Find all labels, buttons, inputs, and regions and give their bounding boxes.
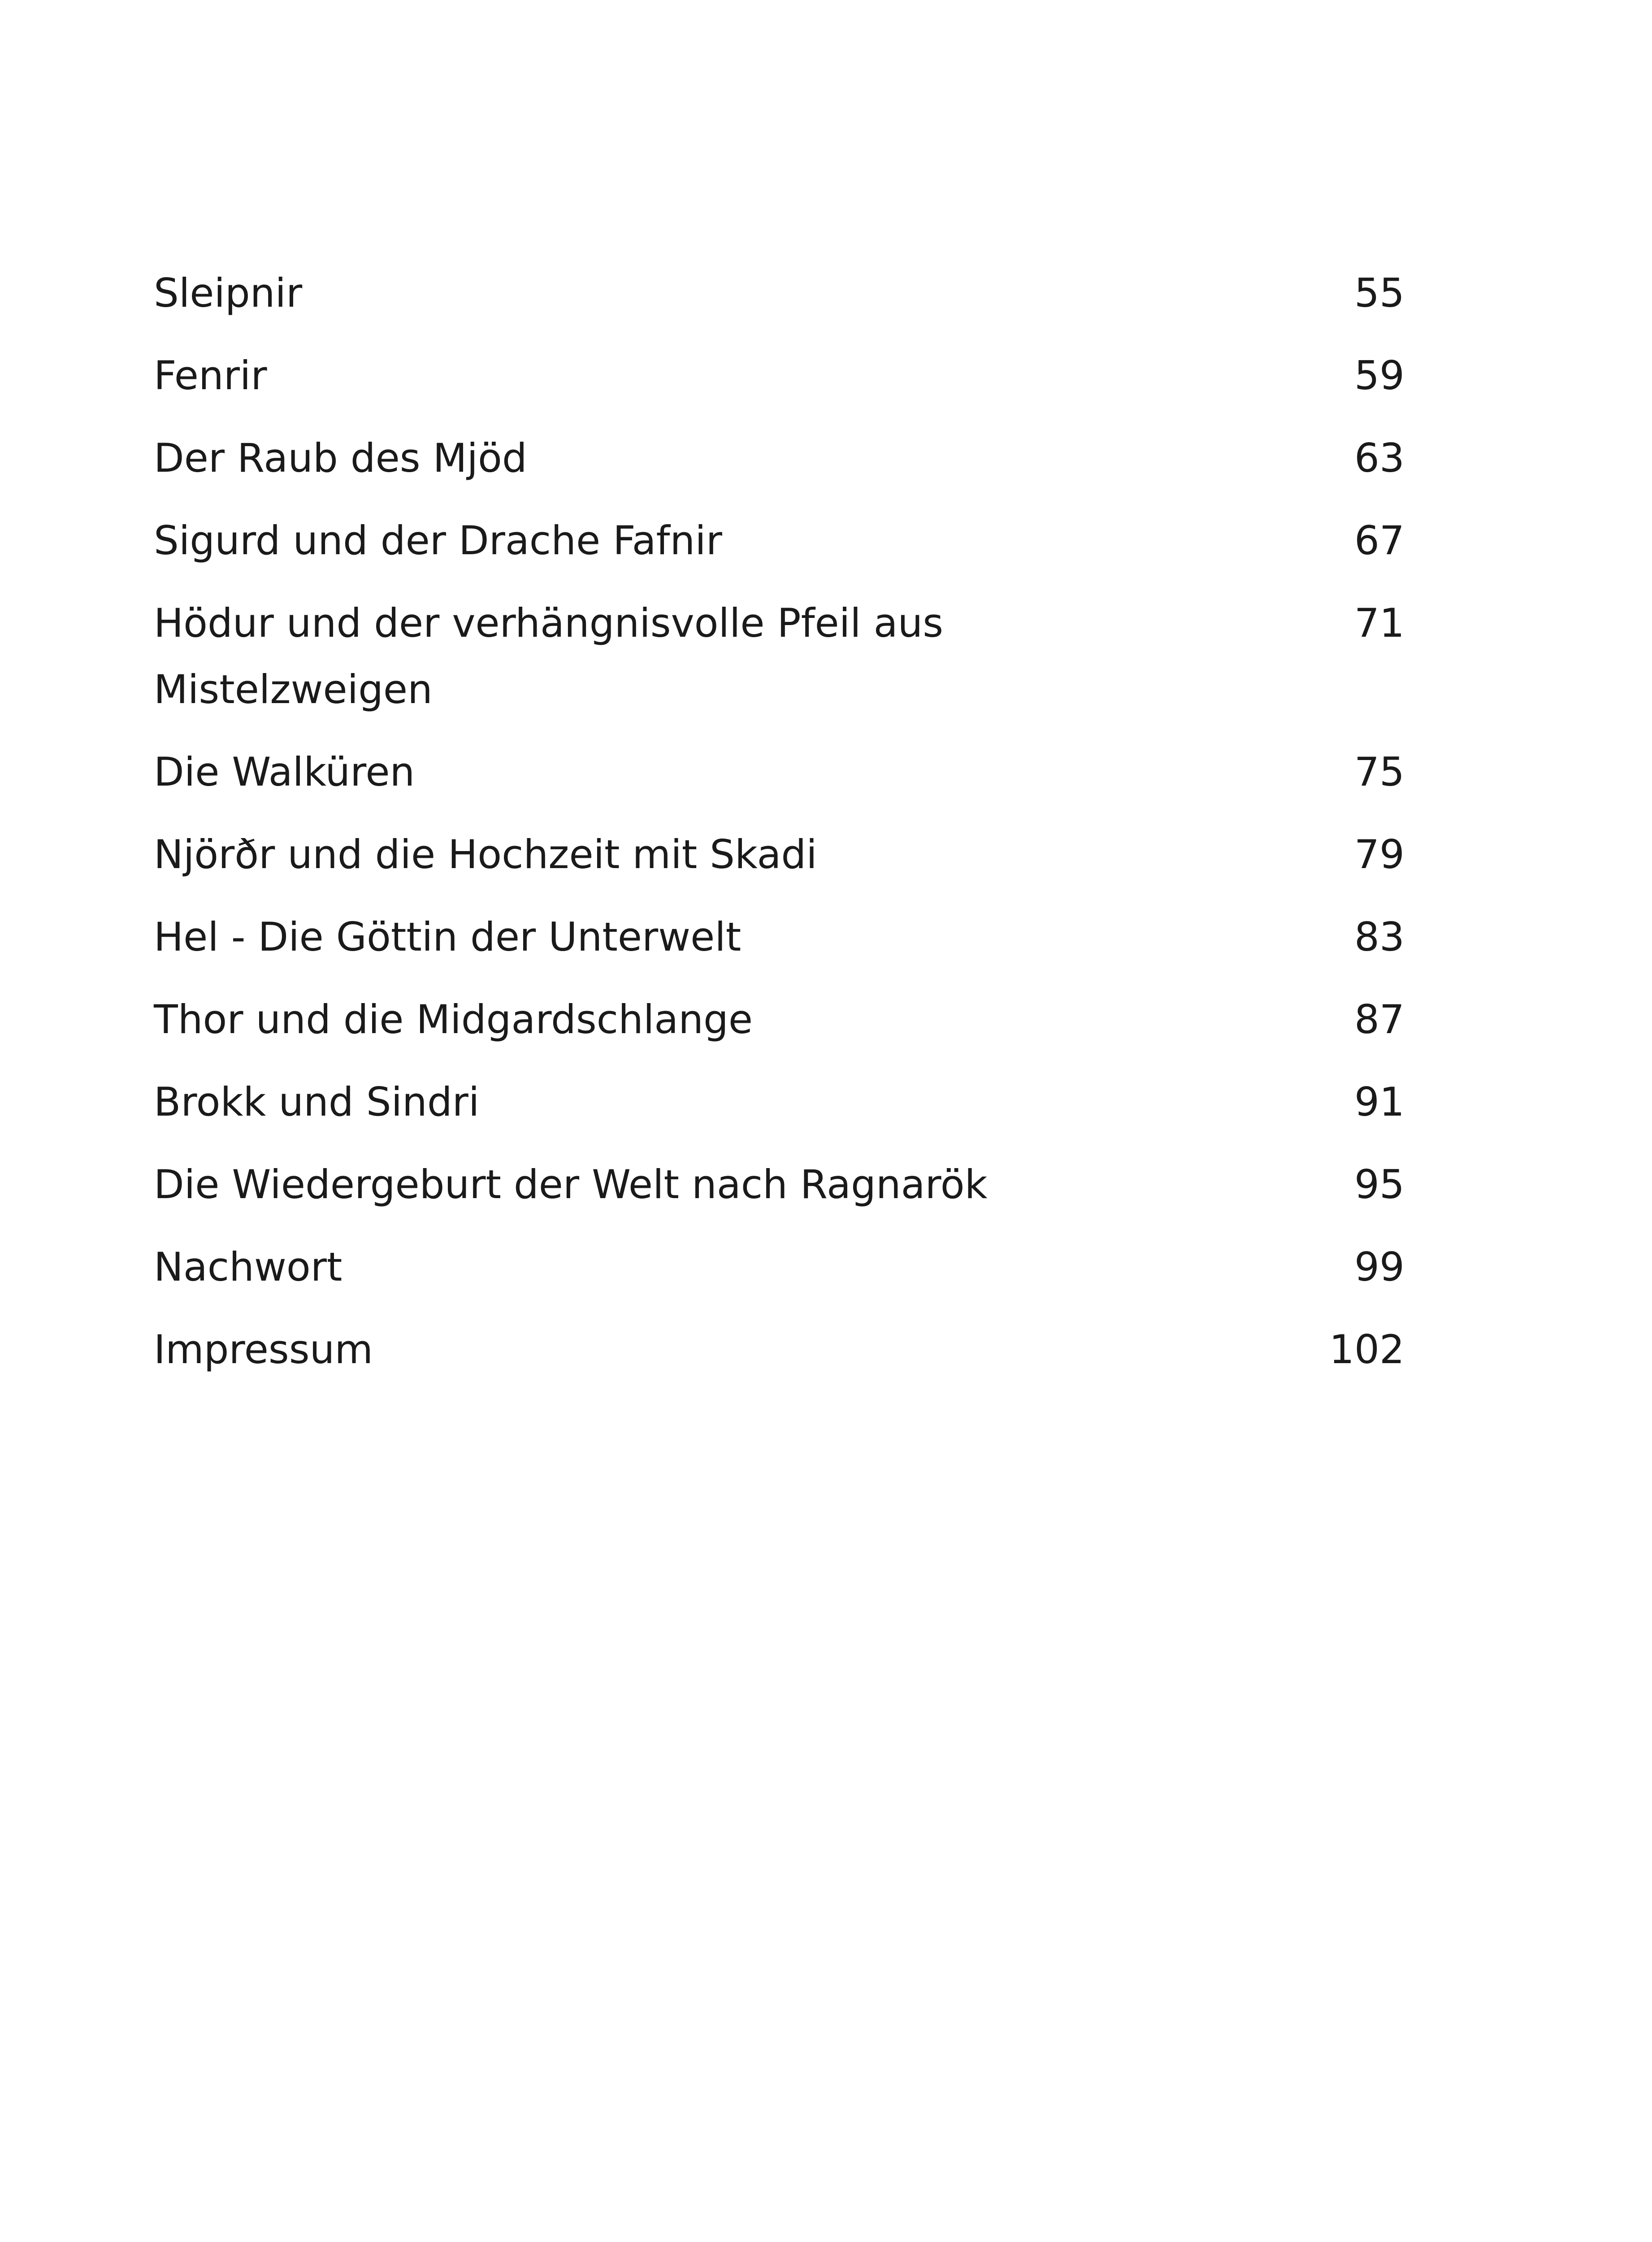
toc-page-number: 71 xyxy=(1354,600,1405,646)
toc-page-number: 55 xyxy=(1354,270,1405,316)
toc-title: Hel - Die Göttin der Unterwelt xyxy=(154,914,741,960)
toc-page-number: 59 xyxy=(1354,352,1405,399)
toc-entry-sigurd-fafnir[interactable] xyxy=(154,508,1405,574)
toc-entry-nachwort[interactable] xyxy=(154,1234,1405,1300)
toc-entry-wiedergeburt[interactable] xyxy=(154,1151,1405,1218)
toc-title: Njörðr und die Hochzeit mit Skadi xyxy=(154,831,817,878)
toc-title: Der Raub des Mjöd xyxy=(154,435,527,481)
toc-page-number: 91 xyxy=(1354,1079,1405,1125)
toc-title: Fenrir xyxy=(154,352,267,399)
toc-page-number: 95 xyxy=(1354,1161,1405,1208)
toc-entry-thor-midgardschlange[interactable] xyxy=(154,986,1405,1053)
toc-page-number: 79 xyxy=(1354,831,1405,878)
toc-entry-raub-des-mjoed[interactable] xyxy=(154,425,1405,491)
table-of-contents xyxy=(154,260,1405,1399)
toc-title: Die Wiedergeburt der Welt nach Ragnarök xyxy=(154,1161,988,1208)
toc-page-number: 87 xyxy=(1354,996,1405,1043)
toc-entry-impressum[interactable] xyxy=(154,1317,1405,1383)
toc-page-number: 83 xyxy=(1354,914,1405,960)
toc-entry-sleipnir[interactable] xyxy=(154,260,1405,326)
toc-entry-walkueren[interactable] xyxy=(154,739,1405,805)
toc-entry-hel[interactable] xyxy=(154,904,1405,970)
toc-title: Impressum xyxy=(154,1326,373,1373)
toc-page-number: 99 xyxy=(1354,1244,1405,1290)
toc-page-number: 67 xyxy=(1354,517,1405,564)
toc-title: Sigurd und der Drache Fafnir xyxy=(154,517,722,564)
toc-page-number: 75 xyxy=(1354,749,1405,795)
toc-title: Thor und die Midgardschlange xyxy=(154,996,753,1043)
toc-entry-fenrir[interactable] xyxy=(154,343,1405,409)
toc-entry-hoedur[interactable] xyxy=(154,590,1405,723)
toc-entry-brokk-sindri[interactable] xyxy=(154,1069,1405,1135)
toc-title: Hödur und der verhängnisvolle Pfeil aus Mistelzweigen xyxy=(154,600,944,713)
toc-page-number: 63 xyxy=(1354,435,1405,481)
toc-title: Die Walküren xyxy=(154,749,415,795)
toc-title: Sleipnir xyxy=(154,270,303,316)
toc-page-number: 102 xyxy=(1329,1326,1405,1373)
toc-entry-njoerdr[interactable] xyxy=(154,821,1405,888)
toc-title: Brokk und Sindri xyxy=(154,1079,480,1125)
toc-title: Nachwort xyxy=(154,1244,343,1290)
